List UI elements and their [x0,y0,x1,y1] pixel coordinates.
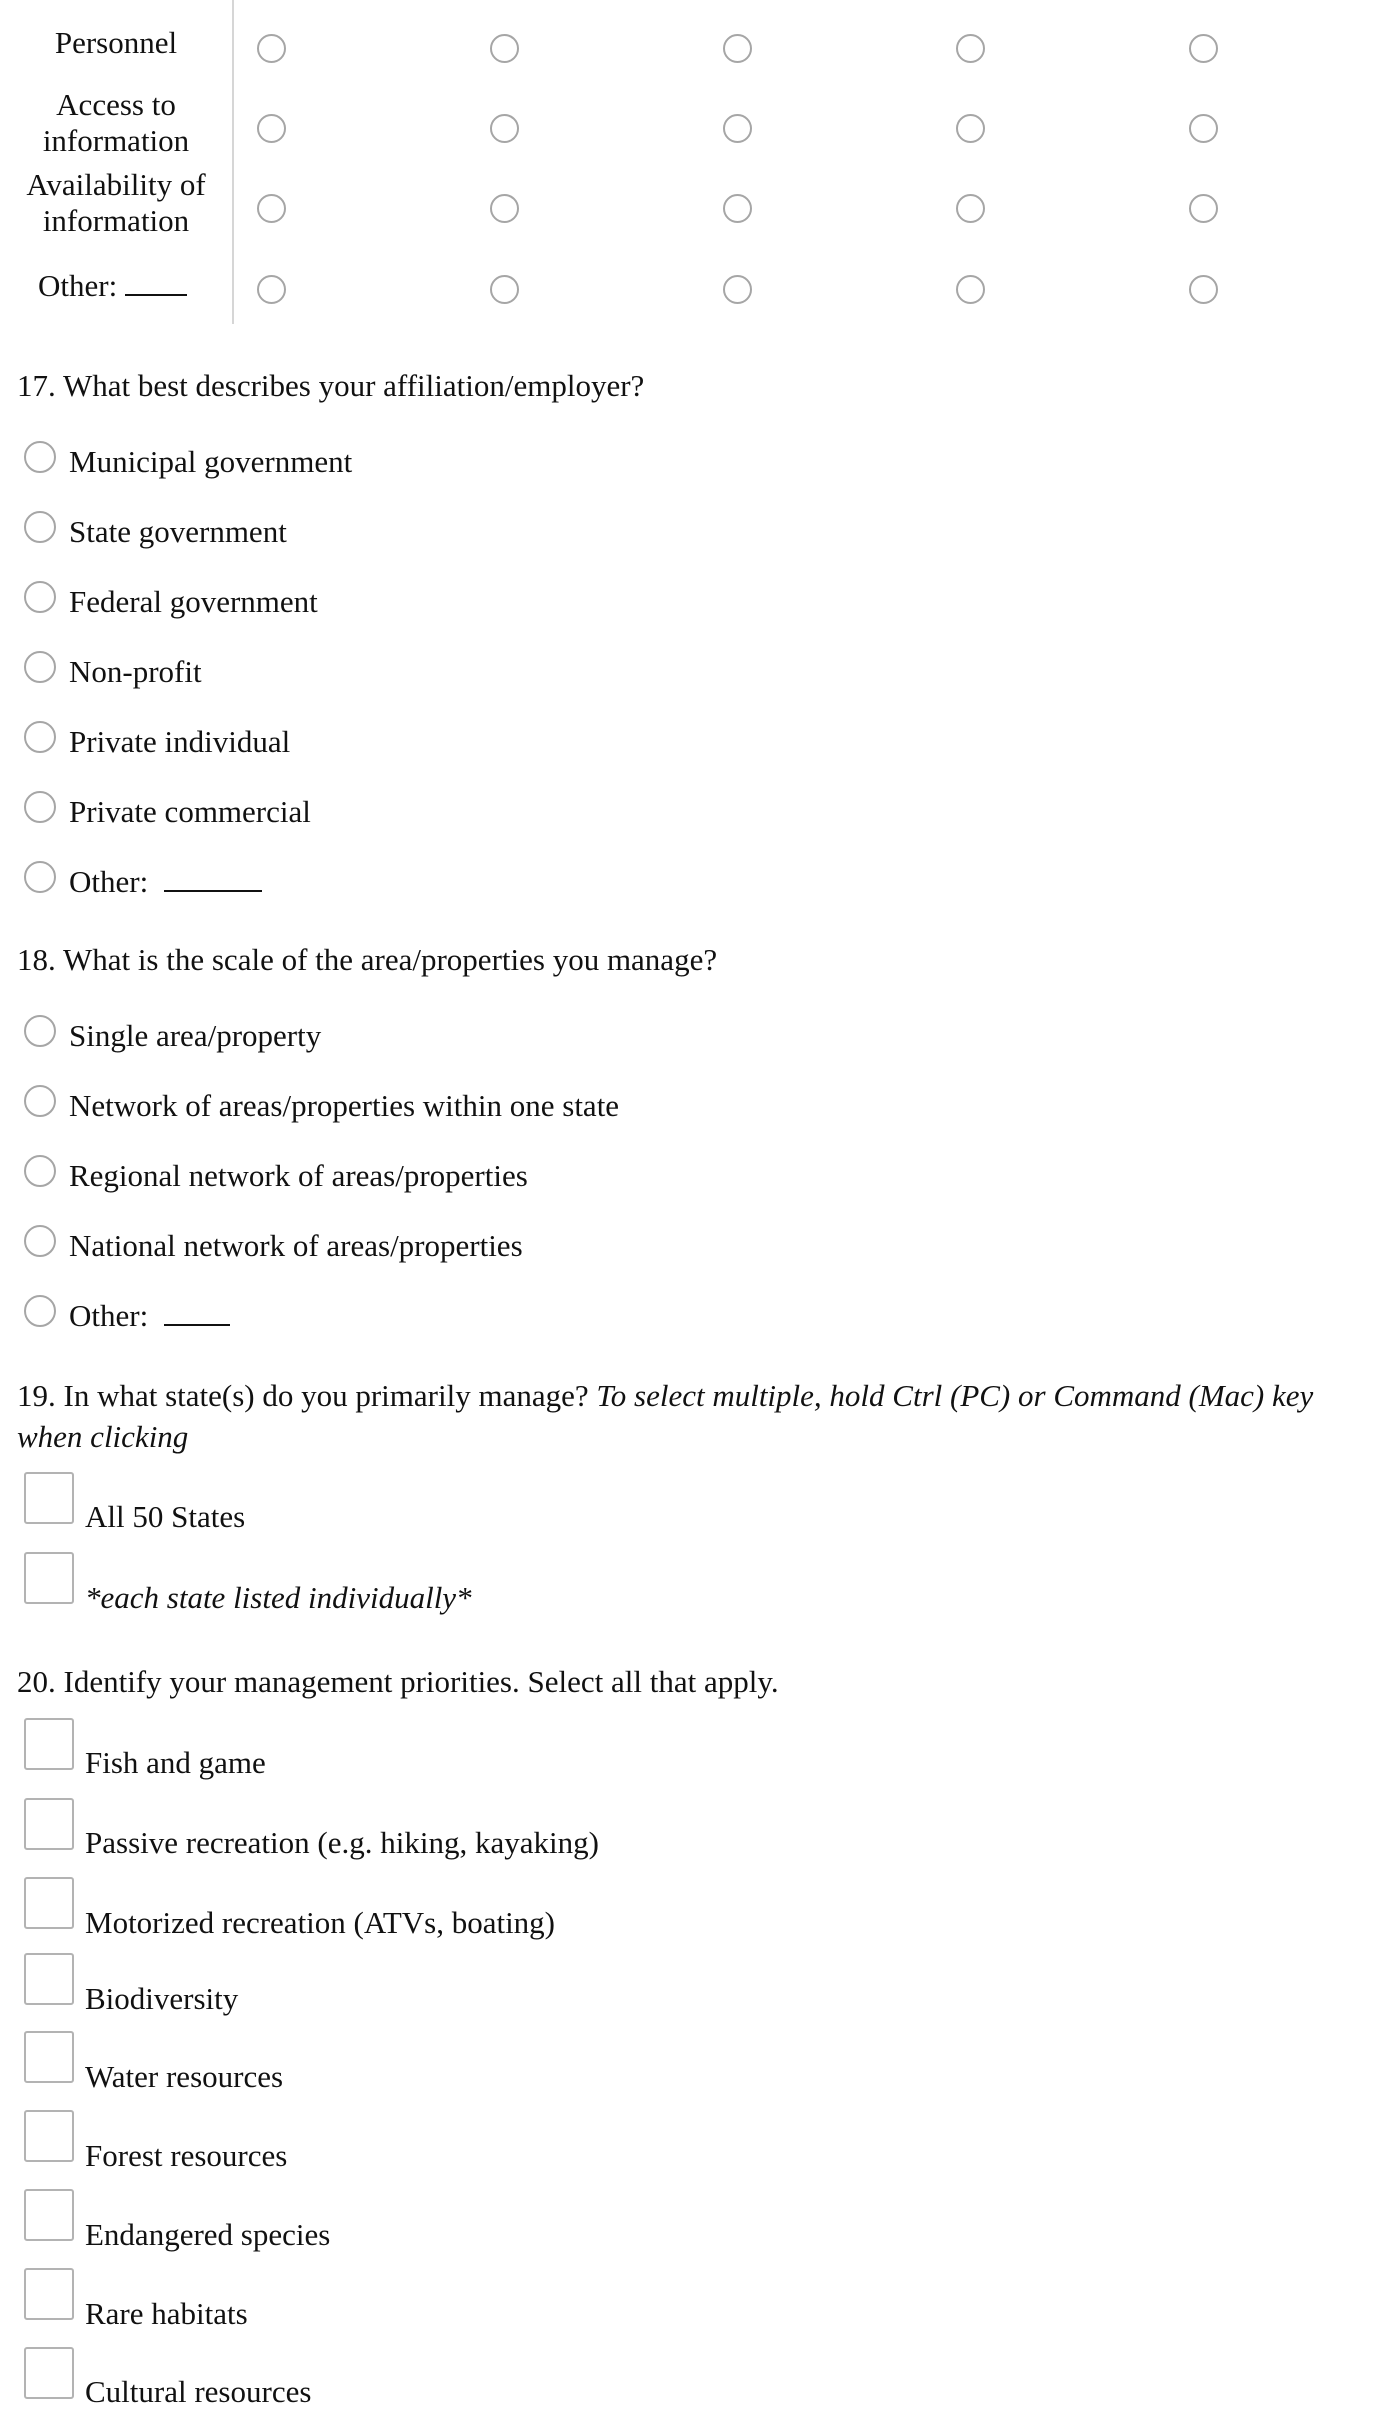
matrix-radio[interactable] [1189,34,1218,63]
text-blank [164,864,262,892]
matrix-radio[interactable] [723,275,752,304]
option-radio[interactable] [24,1225,56,1257]
option-label: Regional network of areas/properties [69,1158,528,1193]
option-checkbox[interactable] [24,1472,74,1524]
question-text: 18. What is the scale of the area/properties you manage? [17,942,718,977]
option-label: National network of areas/properties [69,1228,523,1263]
question-text: 20. Identify your management priorities. Select all that apply. [17,1664,779,1699]
option-label: Network of areas/properties within one state [69,1088,620,1123]
option-label: Biodiversity [85,1981,239,2016]
option-label: State government [69,514,287,549]
option-checkbox[interactable] [24,2268,74,2320]
matrix-radio[interactable] [1189,275,1218,304]
option-radio[interactable] [24,791,56,823]
option-label: Passive recreation (e.g. hiking, kayaking) [85,1825,599,1860]
option-checkbox[interactable] [24,2110,74,2162]
matrix-divider [232,0,234,324]
option-checkbox[interactable] [24,1877,74,1929]
option-radio[interactable] [24,861,56,893]
matrix-radio[interactable] [1189,114,1218,143]
option-label: Rare habitats [85,2296,248,2331]
matrix-radio[interactable] [956,194,985,223]
option-radio[interactable] [24,511,56,543]
option-checkbox[interactable] [24,2031,74,2083]
option-label: All 50 States [85,1499,246,1534]
matrix-radio[interactable] [723,34,752,63]
matrix-row-label: Other: [38,267,187,304]
option-checkbox[interactable] [24,1953,74,2005]
option-label: Other: [69,1298,230,1334]
text-blank [164,1298,230,1326]
option-label: Non-profit [69,654,202,689]
option-label: Single area/property [69,1018,322,1053]
option-checkbox[interactable] [24,1798,74,1850]
matrix-row-label: Personnel [54,25,178,60]
matrix-radio[interactable] [490,114,519,143]
question-text: 19. In what state(s) do you primarily manage? To select multiple, hold Ctrl (PC) or Command (Mac) key [17,1378,1314,1413]
matrix-radio[interactable] [490,275,519,304]
option-radio[interactable] [24,721,56,753]
matrix-radio[interactable] [956,275,985,304]
option-checkbox[interactable] [24,2347,74,2399]
option-label: Private individual [69,724,291,759]
option-checkbox[interactable] [24,2189,74,2241]
option-label: Forest resources [85,2138,288,2173]
option-radio[interactable] [24,1155,56,1187]
matrix-row-label: Access to information [42,87,190,158]
option-label: Endangered species [85,2217,331,2252]
option-label: *each state listed individually* [85,1580,472,1615]
option-radio[interactable] [24,651,56,683]
option-radio[interactable] [24,1085,56,1117]
option-radio[interactable] [24,1295,56,1327]
option-label: Federal government [69,584,318,619]
matrix-radio[interactable] [490,194,519,223]
matrix-radio[interactable] [257,194,286,223]
matrix-radio[interactable] [257,114,286,143]
matrix-radio[interactable] [956,34,985,63]
question-text: 17. What best describes your affiliation/employer? [17,368,645,403]
option-label: Cultural resources [85,2374,312,2409]
option-label: Other: [69,864,262,900]
matrix-radio[interactable] [490,34,519,63]
option-label: Motorized recreation (ATVs, boating) [85,1905,556,1940]
option-label: Private commercial [69,794,311,829]
matrix-radio[interactable] [257,275,286,304]
option-radio[interactable] [24,441,56,473]
matrix-row-label: Availability of information [26,167,206,238]
matrix-radio[interactable] [257,34,286,63]
question-instruction: To select multiple, hold Ctrl (PC) or Command (Mac) key [596,1378,1314,1413]
option-label: Fish and game [85,1745,266,1780]
option-label: Water resources [85,2059,284,2094]
option-radio[interactable] [24,1015,56,1047]
option-checkbox[interactable] [24,1718,74,1770]
option-label: Municipal government [69,444,353,479]
option-radio[interactable] [24,581,56,613]
matrix-radio[interactable] [723,194,752,223]
question-instruction: when clicking [17,1419,189,1454]
matrix-radio[interactable] [723,114,752,143]
option-checkbox[interactable] [24,1552,74,1604]
matrix-radio[interactable] [1189,194,1218,223]
matrix-radio[interactable] [956,114,985,143]
text-blank [125,268,187,296]
